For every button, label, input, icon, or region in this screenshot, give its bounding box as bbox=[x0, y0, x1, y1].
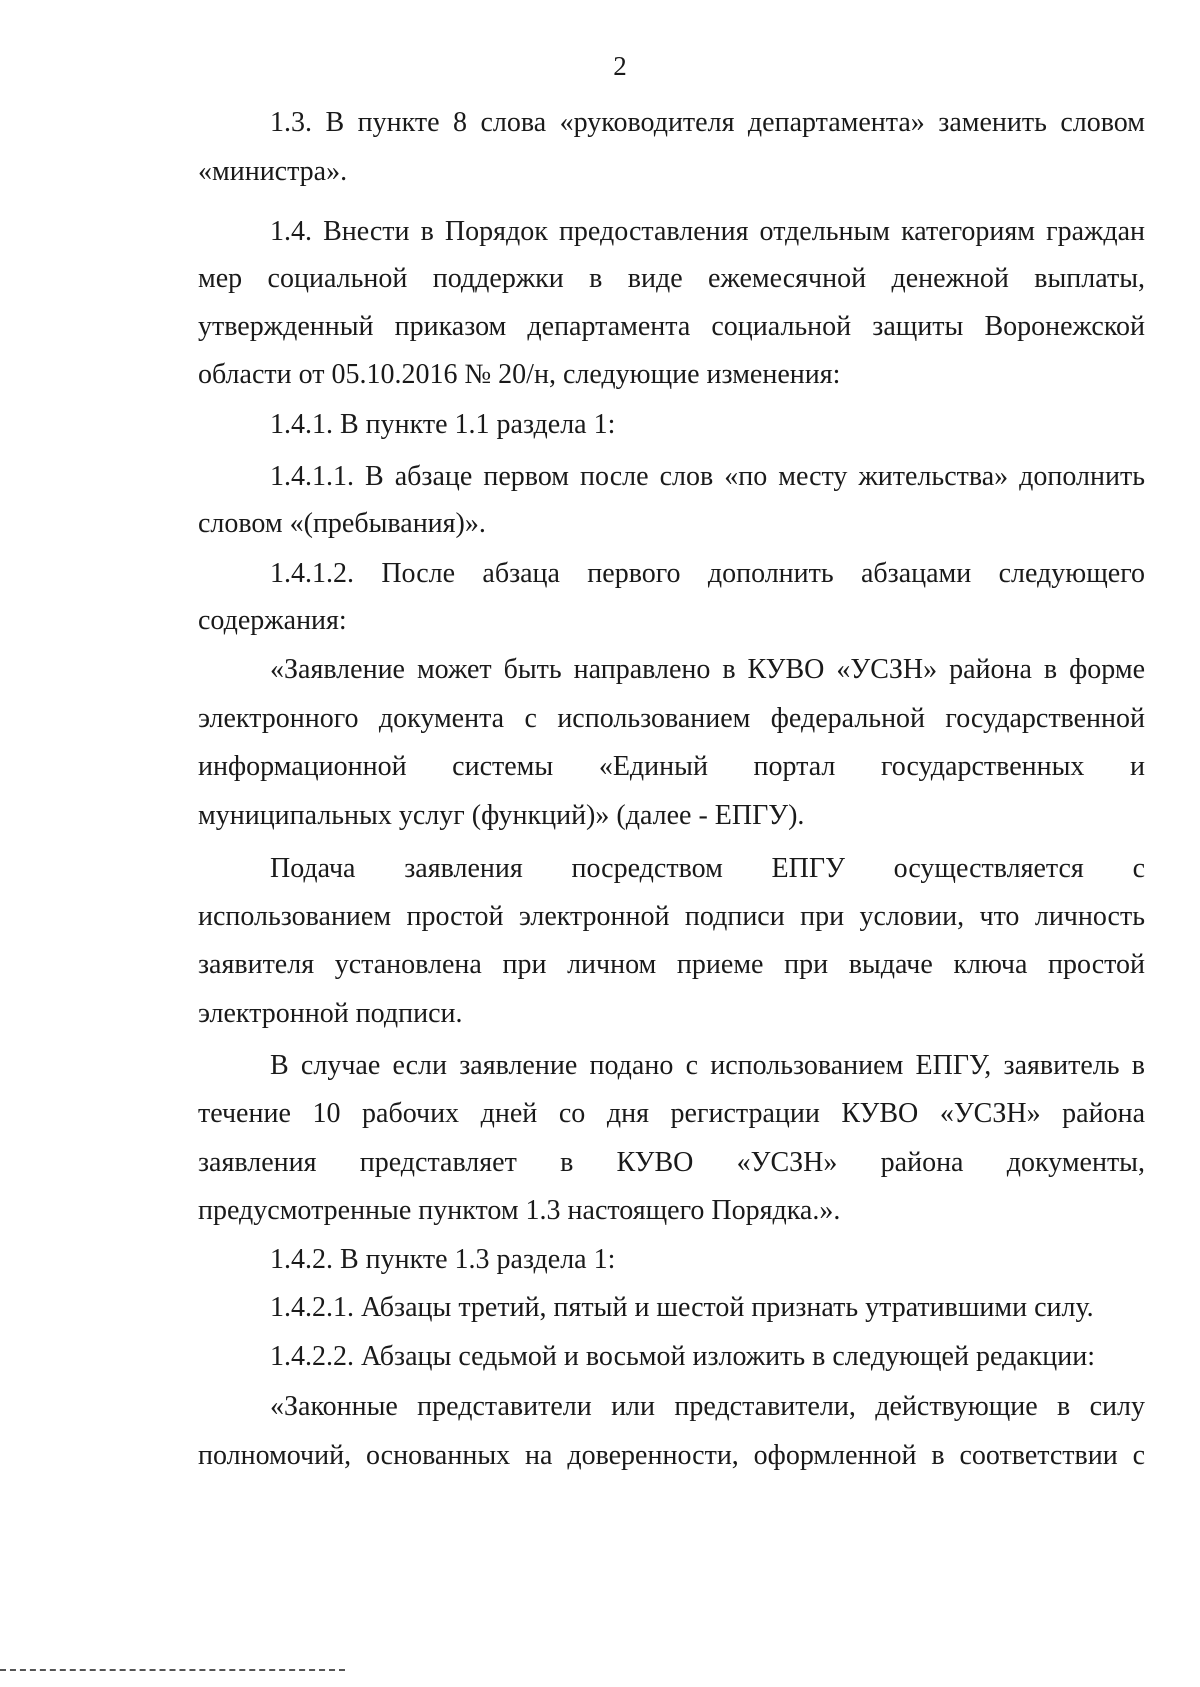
text-line: предусмотренные пунктом 1.3 настоящего Порядка.». bbox=[198, 1195, 841, 1226]
text-line: «министра». bbox=[198, 156, 348, 187]
text-line: полномочий, основанных на доверенности, оформленной в соответствии с bbox=[198, 1440, 1145, 1471]
page-number: 2 bbox=[613, 51, 627, 81]
text-line: информационной системы «Единый портал государственных и bbox=[198, 751, 1145, 782]
text-line: 1.4.2.1. Абзацы третий, пятый и шестой признать утратившими силу. bbox=[270, 1292, 1094, 1323]
text-line: использованием простой электронной подписи при условии, что личность bbox=[198, 901, 1145, 932]
text-line: 1.4.1. В пункте 1.1 раздела 1: bbox=[270, 409, 616, 440]
text-line: 1.4.2. В пункте 1.3 раздела 1: bbox=[270, 1244, 616, 1275]
text-line: заявителя установлена при личном приеме при выдаче ключа простой bbox=[198, 949, 1145, 980]
text-line: «Законные представители или представители, действующие в силу bbox=[270, 1391, 1145, 1422]
text-line: заявления представляет в КУВО «УСЗН» района документы, bbox=[198, 1147, 1145, 1178]
text-line: мер социальной поддержки в виде ежемесячной денежной выплаты, bbox=[198, 263, 1145, 294]
text-line: электронного документа с использованием федеральной государственной bbox=[198, 703, 1145, 734]
scan-edge-rule bbox=[0, 1669, 345, 1671]
text-line: электронной подписи. bbox=[198, 998, 463, 1029]
text-line: 1.4.1.2. После абзаца первого дополнить абзацами следующего bbox=[270, 558, 1145, 589]
text-line: содержания: bbox=[198, 605, 347, 636]
text-line: 1.4.1.1. В абзаце первом после слов «по месту жительства» дополнить bbox=[270, 461, 1145, 492]
text-line: 1.4. Внести в Порядок предоставления отдельным категориям граждан bbox=[270, 216, 1145, 247]
text-line: «Заявление может быть направлено в КУВО «УСЗН» района в форме bbox=[270, 654, 1145, 685]
text-line: муниципальных услуг (функций)» (далее - ЕПГУ). bbox=[198, 800, 805, 831]
text-line: течение 10 рабочих дней со дня регистрации КУВО «УСЗН» района bbox=[198, 1098, 1145, 1129]
text-line: словом «(пребывания)». bbox=[198, 508, 486, 539]
text-line: В случае если заявление подано с использованием ЕПГУ, заявитель в bbox=[270, 1050, 1145, 1081]
text-line: утвержденный приказом департамента социальной защиты Воронежской bbox=[198, 311, 1145, 342]
text-line: Подача заявления посредством ЕПГУ осуществляется с bbox=[270, 853, 1145, 884]
text-line: области от 05.10.2016 № 20/н, следующие изменения: bbox=[198, 359, 841, 390]
text-line: 1.4.2.2. Абзацы седьмой и восьмой изложить в следующей редакции: bbox=[270, 1341, 1096, 1372]
text-line: 1.3. В пункте 8 слова «руководителя департамента» заменить словом bbox=[270, 107, 1145, 138]
